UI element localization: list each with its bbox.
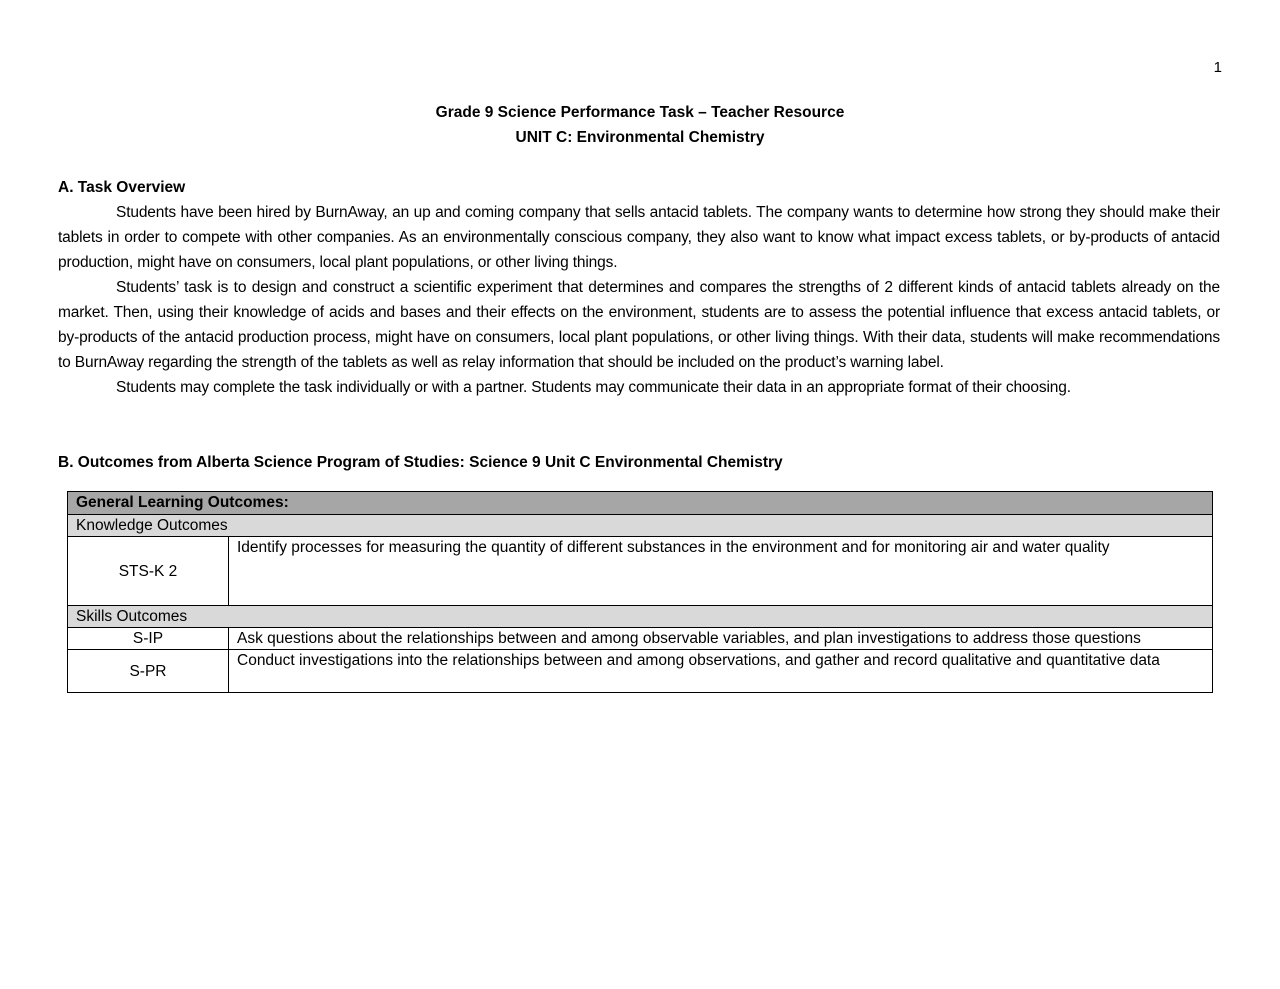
table-row — [68, 515, 1213, 537]
outcomes-heading: B. Outcomes from Alberta Science Program of Studies: Science 9 Unit C Environmental Chemistry — [58, 454, 783, 471]
task-overview-heading: A. Task Overview — [58, 179, 186, 196]
knowledge-outcomes-header: Knowledge Outcomes — [68, 515, 1213, 537]
table-row — [68, 537, 1213, 606]
outcome-code: S-PR — [68, 650, 229, 693]
table-row — [68, 650, 1213, 693]
skills-outcomes-header: Skills Outcomes — [68, 606, 1213, 628]
outcomes-table — [67, 491, 1213, 693]
overview-paragraph: Students have been hired by BurnAway, an up and coming company that sells antacid tablets. The company wants to determine how strong they should make their tablets in order to compete with other companies. As an environmentally conscious company, they also want to know what impact excess tablets, or by-products of antacid production, might have on consumers, local plant populations, or other living things. — [58, 204, 1220, 271]
title-line-1: Grade 9 Science Performance Task – Teacher Resource — [435, 104, 845, 121]
table-row — [68, 492, 1213, 515]
title-line-2: UNIT C: Environmental Chemistry — [515, 129, 765, 146]
task-overview-section — [58, 175, 1220, 400]
outcome-description: Ask questions about the relationships between and among observable variables, and plan investigations to address those questions — [229, 628, 1213, 650]
table-row — [68, 606, 1213, 628]
table-row — [68, 628, 1213, 650]
outcome-description: Identify processes for measuring the quantity of different substances in the environment and for monitoring air and water quality — [229, 537, 1213, 606]
outcomes-section — [58, 450, 1220, 475]
outcome-description: Conduct investigations into the relationships between and among observations, and gather and record qualitative and quantitative data — [229, 650, 1213, 693]
overview-paragraph: Students may complete the task individually or with a partner. Students may communicate their data in an appropriate format of their choosing. — [116, 379, 1071, 396]
outcome-code: STS-K 2 — [68, 537, 229, 606]
general-outcomes-header: General Learning Outcomes: — [68, 492, 1213, 515]
page-number: 1 — [1213, 59, 1222, 76]
document-title — [0, 100, 1280, 150]
overview-paragraph: Students’ task is to design and construct a scientific experiment that determines and compares the strengths of 2 different kinds of antacid tablets already on the market. Then, using their knowledge of acids and bases and their effects on the environment, students are to assess the potential influence that excess antacid tablets, or by-products of the antacid production process, might have on consumers, local plant populations, or other living things. With their data, students will make recommendations to BurnAway regarding the strength of the tablets as well as relay information that should be included on the product’s warning label. — [58, 279, 1220, 371]
outcome-code: S-IP — [68, 628, 229, 650]
